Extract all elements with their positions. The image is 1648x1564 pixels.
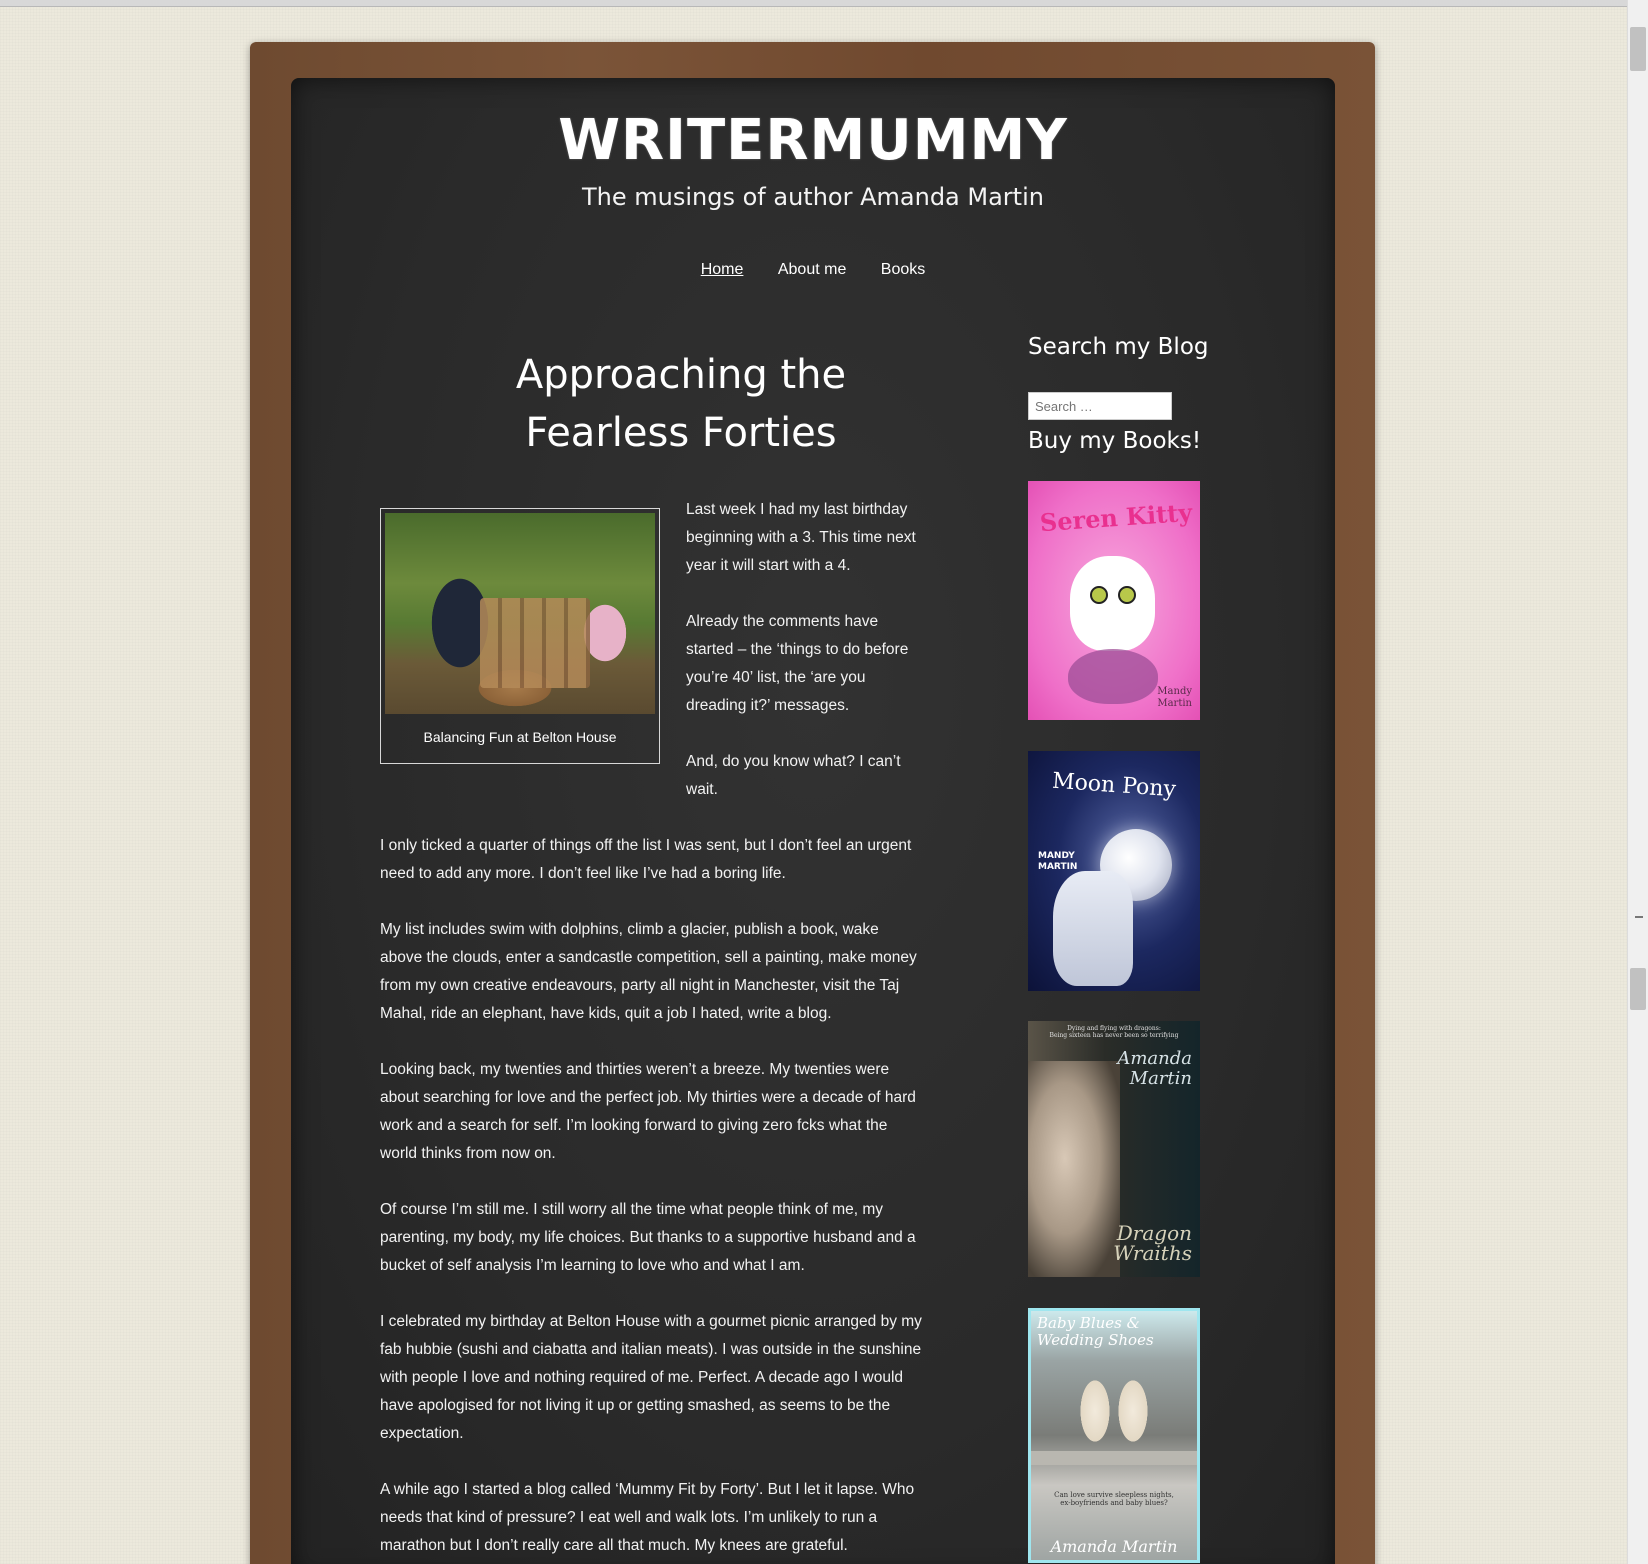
author-line: Mandy	[1157, 686, 1192, 697]
tagline-line: Can love survive sleepless nights,	[1054, 1491, 1174, 1499]
chalkboard-page	[291, 78, 1335, 1564]
title-line: Dragon	[1116, 1221, 1192, 1245]
wedding-shoes-illustration	[1073, 1371, 1155, 1451]
book-title	[1113, 1223, 1192, 1263]
nav-item-about-me[interactable]: About me	[777, 261, 847, 278]
figure-spacer	[380, 496, 686, 796]
title-line: Baby Blues &	[1037, 1314, 1140, 1332]
post-content	[380, 496, 925, 1564]
main-nav	[291, 261, 1335, 279]
search-input[interactable]	[1028, 392, 1172, 420]
book-title: Seren Kitty	[1038, 497, 1194, 538]
author-line: MARTIN	[1038, 862, 1078, 872]
post-title[interactable]	[471, 346, 891, 462]
site-tagline: The musings of author Amanda Martin	[582, 183, 1044, 211]
title-line: Wedding Shoes	[1037, 1331, 1154, 1349]
post-paragraph: Last week I had my last birthday beginning with a 3. This time next year it will start with a 4.	[686, 501, 916, 574]
post-paragraph: And, do you know what? I can’t wait.	[686, 753, 901, 798]
scrollbar-marker	[1635, 916, 1643, 918]
book-author	[1038, 851, 1077, 873]
author-line: Martin	[1129, 1068, 1192, 1089]
title-line: Wraiths	[1113, 1241, 1192, 1265]
author-line: Martin	[1157, 698, 1192, 709]
site-title[interactable]: WRITERMUMMY	[558, 108, 1068, 173]
tagline-line: Dying and flying with dragons:	[1067, 1025, 1161, 1032]
scrollbar-secondary-thumb[interactable]	[1630, 968, 1646, 1010]
post-paragraph: I celebrated my birthday at Belton House with a gourmet picnic arranged by my fab hubbie (sushi and ciabatta and italian meats). I was outside in the sunshine with people I love and nothing required of me. Perfect. A decade ago I would have apologised for not living it up or getting smashed, as seems to be the expectation.	[380, 1313, 922, 1442]
kitten-illustration	[1070, 556, 1155, 651]
figure-caption: Balancing Fun at Belton House	[423, 729, 617, 745]
nav-item-home[interactable]: Home	[700, 261, 744, 278]
nav-item-books[interactable]: Books	[880, 261, 926, 278]
scrollbar-thumb[interactable]	[1630, 27, 1646, 71]
post-title-line-2: Fearless Forties	[525, 410, 837, 456]
book-tagline	[1049, 1491, 1179, 1507]
book-title: Moon Pony	[1051, 768, 1177, 803]
book-cover-seren-kitty[interactable]	[1028, 481, 1200, 720]
book-cover-dragon-wraiths[interactable]	[1028, 1021, 1200, 1277]
book-title	[1037, 1315, 1197, 1349]
post-paragraph: I only ticked a quarter of things off the list I was sent, but I don’t feel an urgent need to add any more. I don’t feel like I’ve had a boring life.	[380, 837, 912, 882]
girl-face-illustration	[1028, 1061, 1120, 1277]
pony-illustration	[1053, 871, 1133, 986]
book-cover-moon-pony[interactable]	[1028, 751, 1200, 991]
page-scrollbar[interactable]	[1627, 0, 1648, 1564]
tagline-line: ex-boyfriends and baby blues?	[1060, 1499, 1168, 1507]
author-line: Amanda	[1117, 1048, 1192, 1069]
book-author: Amanda Martin	[1050, 1537, 1178, 1556]
author-line: MANDY	[1038, 851, 1075, 861]
book-author	[1117, 1049, 1192, 1089]
book-author	[1157, 686, 1192, 710]
post-paragraph: Already the comments have started – the ‘things to do before you’re 40’ list, the ‘are you dreading it?’ messages.	[686, 613, 909, 714]
search-widget-title: Search my Blog	[1028, 334, 1209, 360]
post-paragraph: Of course I’m still me. I still worry all the time what people think of me, my parenting, my body, my life choices. But thanks to a supportive husband and a bucket of self analysis I’m learning to love who and what I am.	[380, 1201, 916, 1274]
post-paragraph: My list includes swim with dolphins, climb a glacier, publish a book, wake above the clouds, enter a sandcastle competition, sell a painting, make money from my own creative endeavours, party all night in Manchester, visit the Taj Mahal, ride an elephant, have kids, quit a job I hated, write a blog.	[380, 921, 917, 1022]
bench-illustration	[1031, 1451, 1197, 1465]
tagline-line: Being sixteen has never been so terrifying	[1049, 1032, 1179, 1039]
post-paragraph: A while ago I started a blog called ‘Mummy Fit by Forty’. But I let it lapse. Who needs that kind of pressure? I eat well and walk lots. I’m unlikely to run a marathon but I don’t really care all that much. My knees are grateful.	[380, 1481, 915, 1554]
books-widget-title: Buy my Books!	[1028, 428, 1202, 454]
book-tagline	[1038, 1025, 1190, 1039]
browser-top-edge	[0, 0, 1628, 7]
post-paragraph: Looking back, my twenties and thirties weren’t a breeze. My twenties were about searching for love and the perfect job. My thirties were a decade of hard work and a search for self. I’m looking forward to giving zero fcks what the world thinks from now on.	[380, 1061, 916, 1162]
book-cover-baby-blues-wedding-shoes[interactable]	[1028, 1308, 1200, 1563]
post-title-line-1: Approaching the	[515, 352, 847, 398]
reflection-illustration	[1068, 649, 1158, 704]
